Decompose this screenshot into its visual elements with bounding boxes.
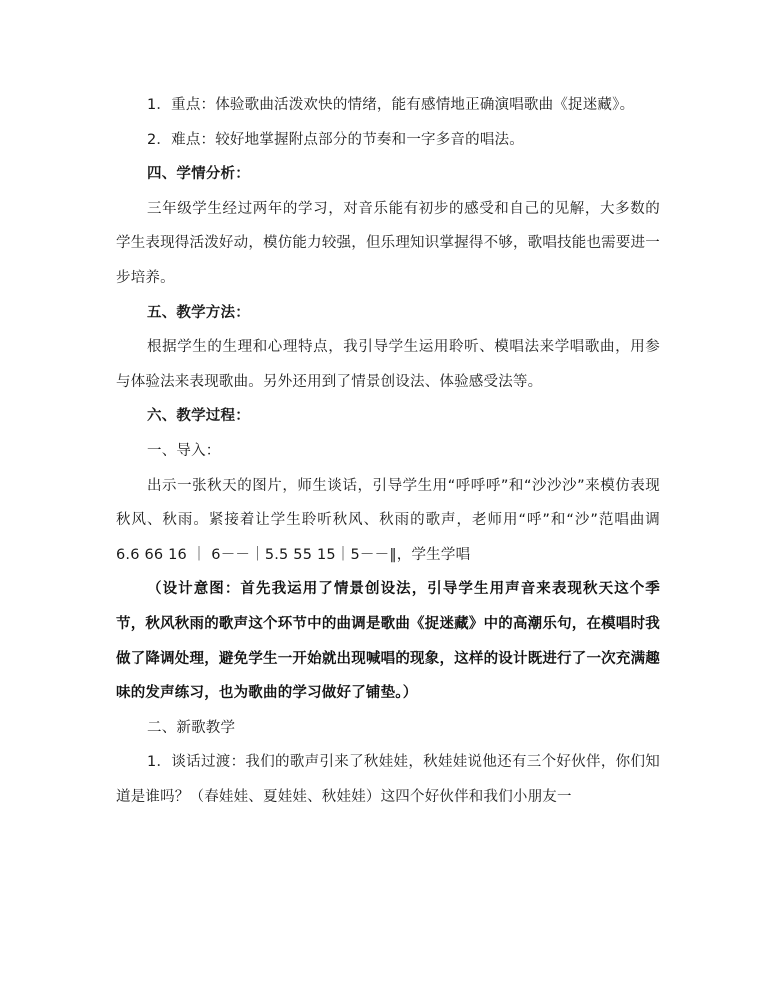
new-song-item-1: 1．谈话过渡：我们的歌声引来了秋娃娃，秋娃娃说他还有三个好伙伴，你们知道是谁吗？（春娃娃、夏娃娃、秋娃娃）这四个好伙伴和我们小朋友一 — [116, 754, 660, 805]
key-point-item: 1．重点：体验歌曲活泼欢快的情绪，能有感情地正确演唱歌曲《捉迷藏》。 — [147, 97, 635, 113]
step-heading-new-song: 二、新歌教学 — [147, 719, 236, 736]
step-heading-introduction: 一、导入： — [147, 442, 221, 459]
section-heading-teaching-method: 五、教学方法： — [147, 304, 250, 321]
introduction-paragraph: 出示一张秋天的图片，师生谈话，引导学生用“呼呼呼”和“沙沙沙”来模仿表现秋风、秋雨。紧接着让学生聆听秋风、秋雨的歌声，老师用“呼”和“沙”范唱曲调 6.6 66 16 ｜ 6－－｜5.5 55 15｜5－－‖，学生学唱 — [116, 477, 660, 563]
design-intent-paragraph: （设计意图：首先我运用了情景创设法，引导学生用声音来表现秋天这个季节，秋风秋雨的歌声这个环节中的曲调是歌曲《捉迷藏》中的高潮乐句，在模唱时我做了降调处理，避免学生一开始就出现喊唱的现象，这样的设计既进行了一次充满趣味的发声练习，也为歌曲的学习做好了铺垫。） — [116, 581, 660, 702]
section-heading-teaching-process: 六、教学过程： — [147, 408, 250, 425]
section-heading-student-analysis: 四、学情分析： — [147, 166, 250, 183]
teaching-method-paragraph: 根据学生的生理和心理特点，我引导学生运用聆听、模唱法来学唱歌曲，用参与体验法来表现歌曲。另外还用到了情景创设法、体验感受法等。 — [116, 339, 660, 390]
difficult-point-item: 2．难点：较好地掌握附点部分的节奏和一字多音的唱法。 — [147, 131, 524, 148]
student-analysis-paragraph: 三年级学生经过两年的学习，对音乐能有初步的感受和自己的见解，大多数的学生表现得活泼好动，模仿能力较强，但乐理知识掌握得不够，歌唱技能也需要进一步培养。 — [116, 200, 660, 286]
document-body — [116, 88, 660, 814]
